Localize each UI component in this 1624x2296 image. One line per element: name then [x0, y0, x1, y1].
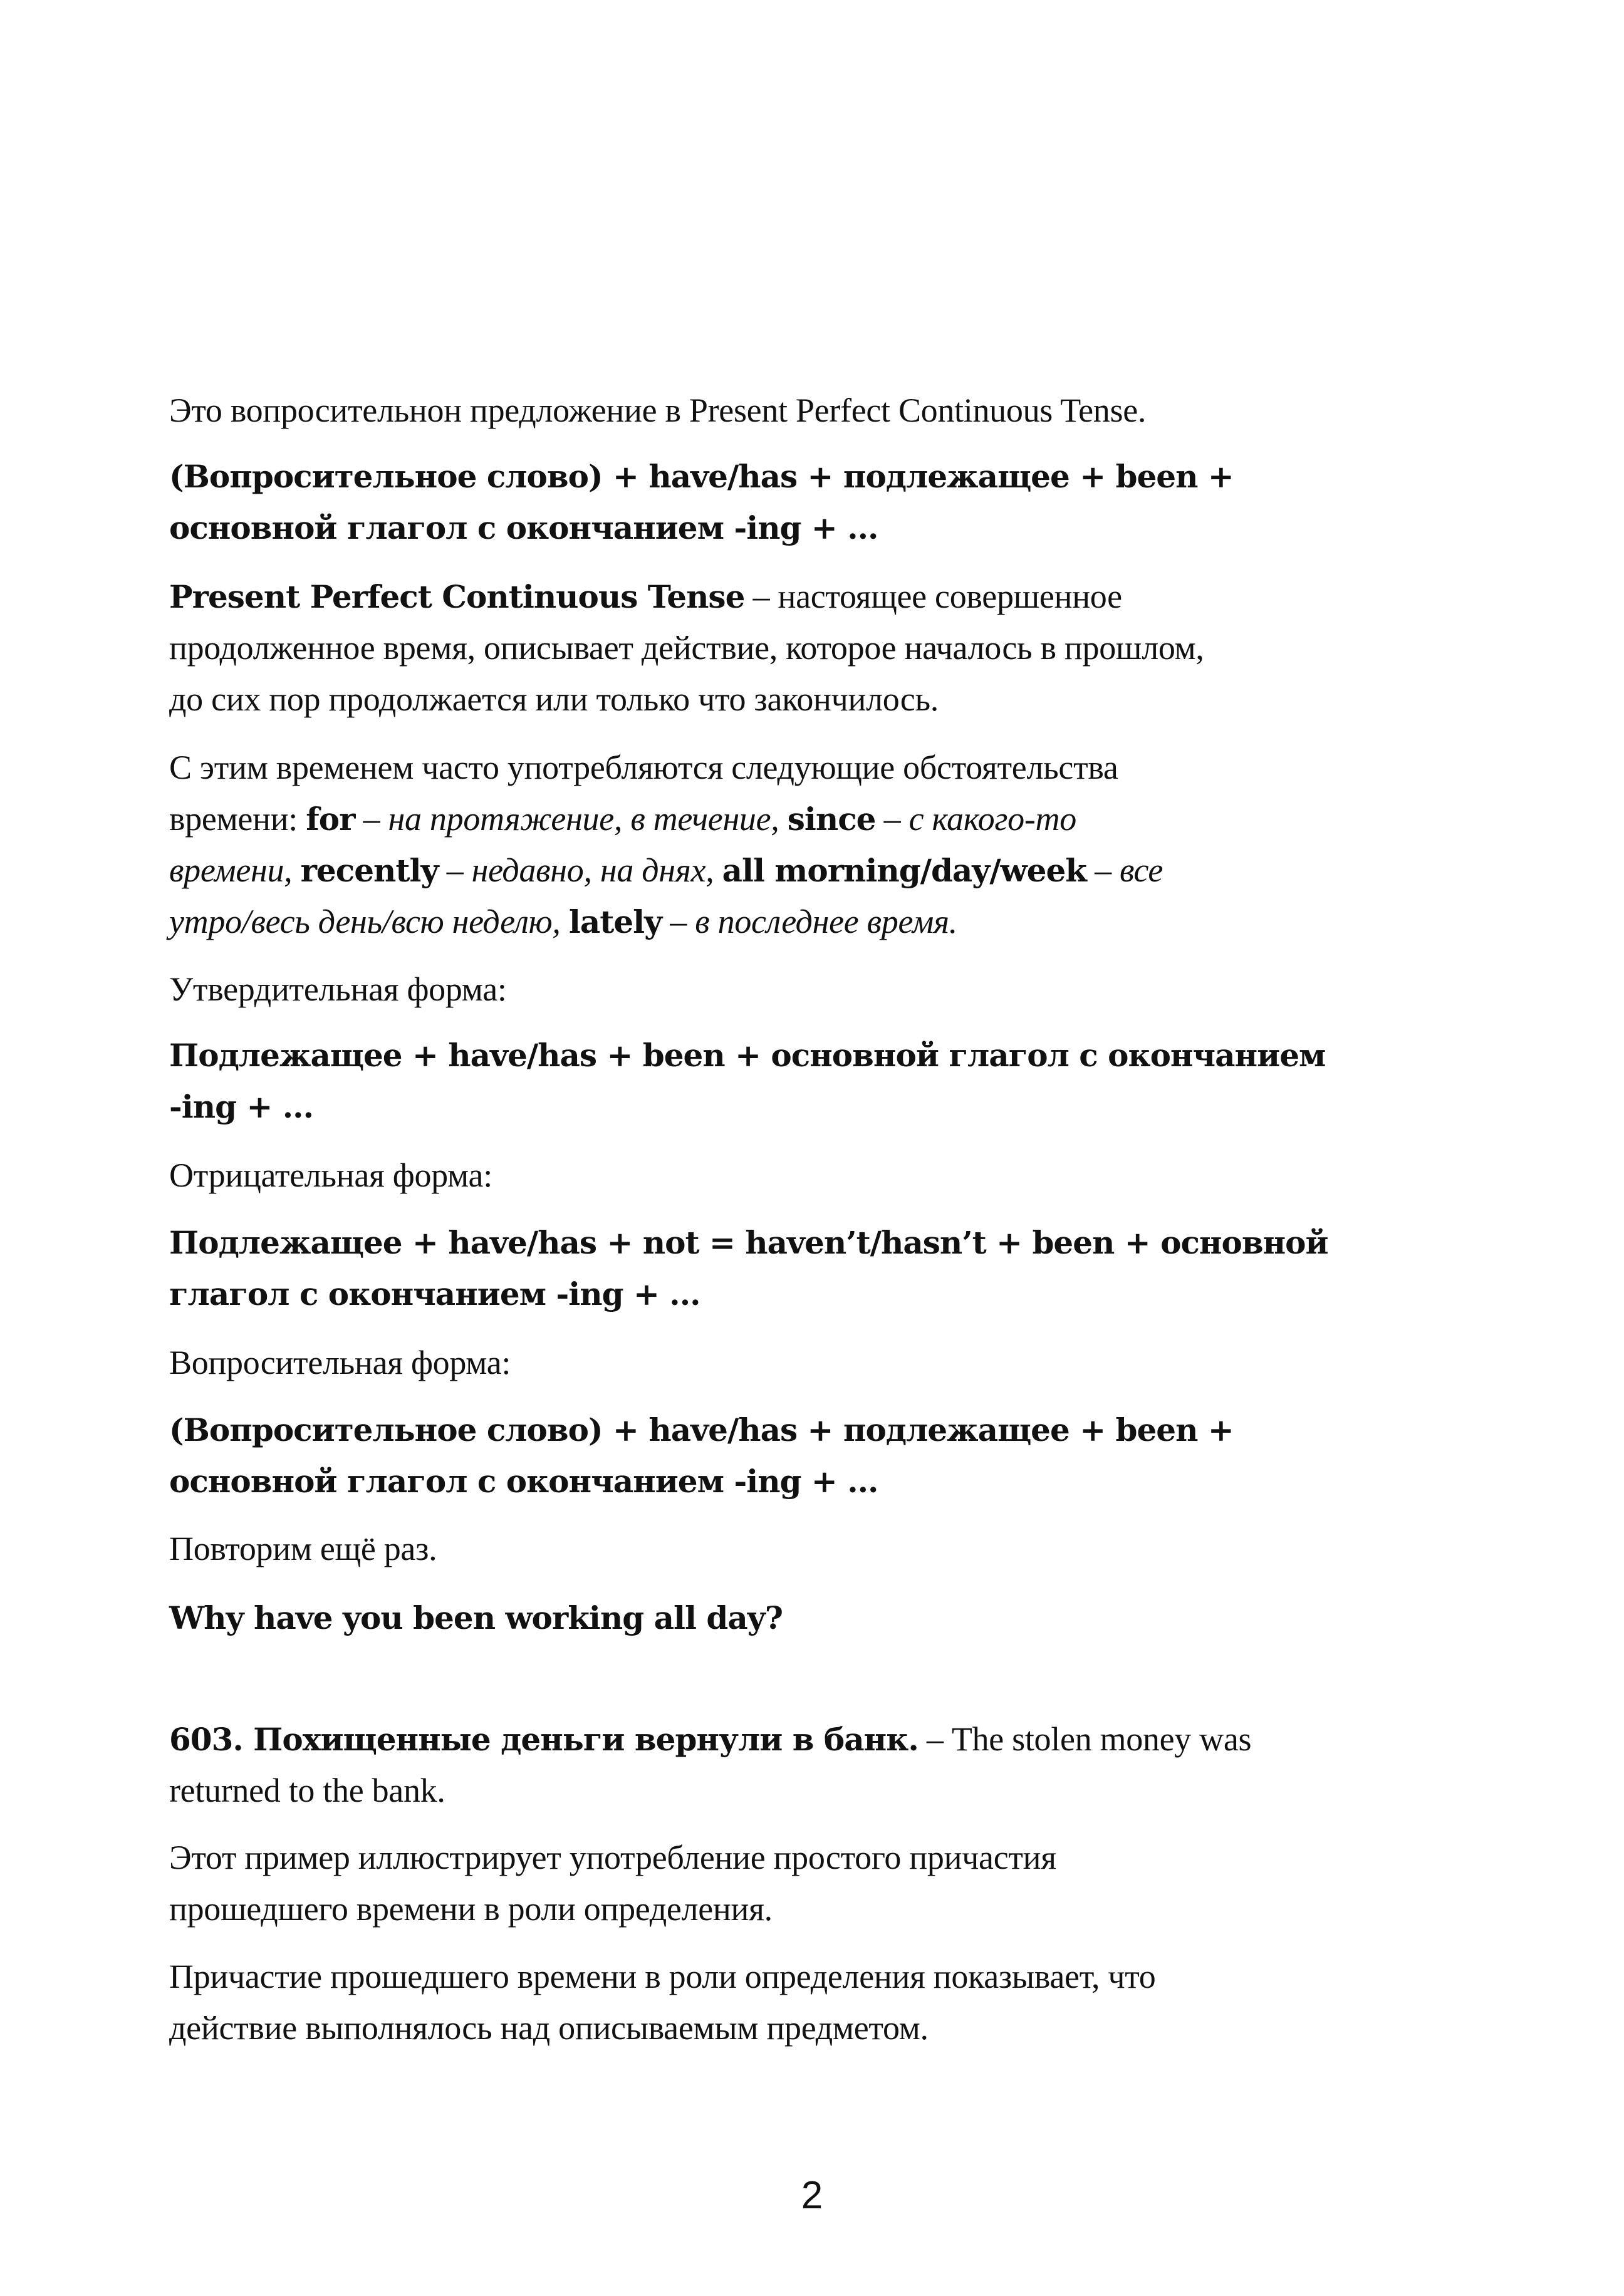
text-fragment: времени: [169, 800, 306, 838]
tense-definition [169, 571, 1360, 725]
text-line: глагол с окончанием -ing + ... [169, 1275, 700, 1312]
text-line: основной глагол с окончанием -ing + ... [169, 1463, 878, 1500]
affirmative-label [169, 964, 1360, 1015]
negative-formula [169, 1217, 1360, 1320]
explanation-1 [169, 1832, 1360, 1935]
affirmative-formula [169, 1030, 1360, 1133]
text-line: Отрицательная форма: [169, 1156, 492, 1194]
text-line: Вопросительная форма: [169, 1344, 511, 1381]
keyword-recently: recently [300, 852, 439, 889]
translation: на протяжение, в течение, [388, 800, 788, 838]
text-line [169, 571, 1360, 622]
translation: недавно, на днях, [471, 851, 722, 889]
text-line [169, 844, 1360, 896]
question-formula [169, 451, 1360, 554]
negative-label [169, 1150, 1360, 1201]
text-line: (Вопросительное слово) + have/has + подлежащее + been + [169, 1411, 1234, 1448]
translation: все [1120, 851, 1163, 889]
text-line: Подлежащее + have/has + not = haven’t/hasn’t + been + основной [169, 1224, 1328, 1261]
exercise-english: – The stolen money was [918, 1720, 1252, 1758]
example-sentence [169, 1592, 1360, 1644]
text-line: Подлежащее + have/has + been + основной глагол с окончанием [169, 1037, 1326, 1074]
text-line: returned to the bank. [169, 1772, 445, 1809]
keyword-lately: lately [568, 903, 662, 940]
keyword-since: since [787, 801, 876, 838]
text-line: Этот пример иллюстрирует употребление простого причастия [169, 1839, 1056, 1876]
definition-text: – настоящее совершенное [744, 578, 1122, 615]
repeat-label [169, 1523, 1360, 1574]
text-line: продолженное время, описывает действие, которое началось в прошлом, [169, 629, 1204, 667]
text-line: С этим временем часто употребляются следующие обстоятельства [169, 749, 1118, 786]
text-line: -ing + ... [169, 1088, 313, 1125]
dash: – [438, 851, 472, 889]
text-line: до сих пор продолжается или только что закончилось. [169, 680, 939, 718]
exercise-russian: 603. Похищенные деньги вернули в банк. [169, 1721, 919, 1758]
text-line: Причастие прошедшего времени в роли определения показывает, что [169, 1958, 1156, 1995]
interrogative-label [169, 1337, 1360, 1388]
text-line [169, 1713, 1360, 1765]
tense-term: Present Perfect Continuous Tense [169, 578, 745, 615]
text-line: Повторим ещё раз. [169, 1530, 437, 1567]
translation: времени, [169, 851, 301, 889]
text-line [169, 793, 1360, 844]
translation: в последнее время. [695, 903, 957, 940]
time-expressions [169, 742, 1360, 947]
text-line [169, 896, 1360, 947]
dash: – [875, 800, 909, 838]
dash: – [1086, 851, 1120, 889]
translation: утро/весь день/всю неделю, [169, 903, 569, 940]
keyword-for: for [306, 801, 355, 838]
text-line: прошедшего времени в роли определения. [169, 1890, 773, 1928]
text-line: основной глагол с окончанием -ing + ... [169, 509, 878, 546]
dash: – [355, 800, 388, 838]
intro-sentence [169, 385, 1360, 436]
dash: – [662, 903, 695, 940]
text-line: Это вопросительнон предложение в Present Perfect Continuous Tense. [169, 392, 1147, 429]
explanation-2 [169, 1951, 1360, 2054]
text-line: действие выполнялось над описываемым предметом. [169, 2009, 929, 2047]
keyword-all-morning: all morning/day/week [722, 852, 1086, 889]
translation: с какого-то [908, 800, 1076, 838]
text-line: Утвердительная форма: [169, 970, 507, 1008]
page-number: 2 [801, 2174, 823, 2217]
interrogative-formula [169, 1405, 1360, 1507]
text-line: (Вопросительное слово) + have/has + подлежащее + been + [169, 458, 1234, 495]
exercise-603 [169, 1713, 1360, 1816]
text-line: Why have you been working all day? [169, 1599, 783, 1636]
